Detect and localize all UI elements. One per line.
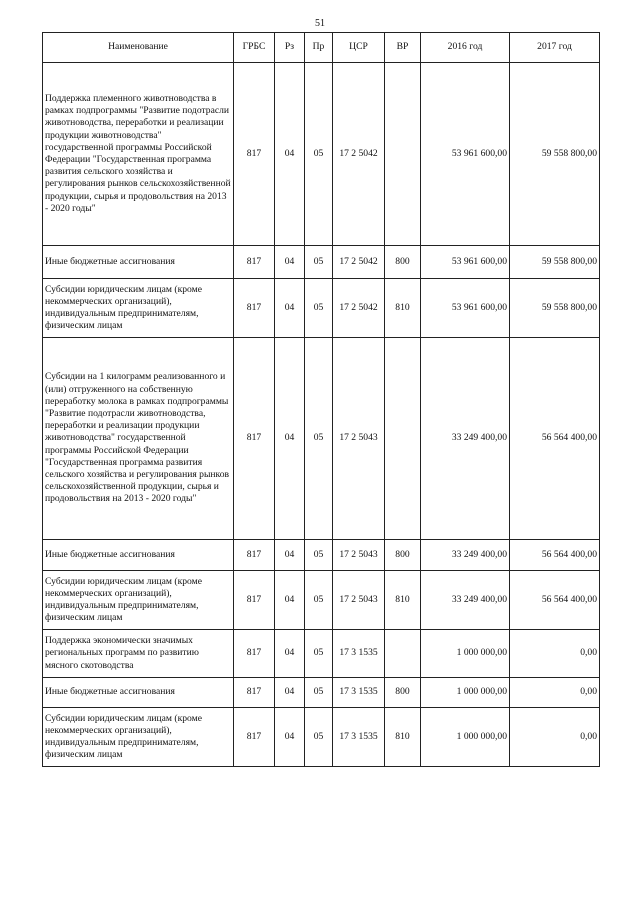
row-2016: 33 249 400,00: [421, 540, 510, 571]
row-csr: 17 3 1535: [333, 678, 385, 708]
row-grbs: 817: [234, 708, 275, 767]
row-pr: 05: [305, 571, 333, 630]
header-name: Наименование: [43, 33, 234, 63]
row-vr: 800: [385, 678, 421, 708]
table-row: [43, 338, 600, 540]
row-vr: 810: [385, 708, 421, 767]
header-2017: 2017 год: [510, 33, 600, 63]
row-2017: 0,00: [510, 630, 600, 678]
row-2017: 0,00: [510, 678, 600, 708]
row-rz: 04: [275, 571, 305, 630]
table-row: [43, 279, 600, 338]
table-header-row: [43, 33, 600, 63]
row-2017: 0,00: [510, 708, 600, 767]
row-csr: 17 2 5043: [333, 540, 385, 571]
row-name: Иные бюджетные ассигнования: [43, 540, 234, 571]
row-pr: 05: [305, 540, 333, 571]
row-name: Иные бюджетные ассигнования: [43, 246, 234, 279]
row-pr: 05: [305, 63, 333, 246]
row-rz: 04: [275, 279, 305, 338]
row-2016: 1 000 000,00: [421, 708, 510, 767]
row-grbs: 817: [234, 540, 275, 571]
row-vr: 810: [385, 571, 421, 630]
row-name: Субсидии юридическим лицам (кроме некоммерческих организаций), индивидуальным предпринимателям, физическим лицам: [43, 571, 234, 630]
header-csr: ЦСР: [333, 33, 385, 63]
row-csr: 17 3 1535: [333, 708, 385, 767]
row-2017: 59 558 800,00: [510, 246, 600, 279]
row-pr: 05: [305, 630, 333, 678]
row-rz: 04: [275, 246, 305, 279]
row-pr: 05: [305, 246, 333, 279]
row-grbs: 817: [234, 571, 275, 630]
row-csr: 17 2 5042: [333, 279, 385, 338]
row-vr: [385, 338, 421, 540]
row-rz: 04: [275, 678, 305, 708]
header-2016: 2016 год: [421, 33, 510, 63]
row-2016: 33 249 400,00: [421, 571, 510, 630]
row-grbs: 817: [234, 678, 275, 708]
header-grbs: ГРБС: [234, 33, 275, 63]
row-grbs: 817: [234, 338, 275, 540]
page-number: 51: [315, 18, 325, 29]
header-rz: Рз: [275, 33, 305, 63]
row-name: Субсидии юридическим лицам (кроме некоммерческих организаций), индивидуальным предпринимателям, физическим лицам: [43, 279, 234, 338]
row-vr: 800: [385, 246, 421, 279]
row-csr: 17 2 5043: [333, 338, 385, 540]
row-2017: 56 564 400,00: [510, 571, 600, 630]
row-pr: 05: [305, 678, 333, 708]
table-row: [43, 246, 600, 279]
row-name: Поддержка племенного животноводства в рамках подпрограммы "Развитие подотрасли животноводства, переработки и реализации продукции животноводства" государственной программы Российской Федерации "Государственная программа развития сельского хозяйства и регулирования рынков сельскохозяйственной продукции, сырья и продовольствия на 2013 - 2020 годы": [43, 63, 234, 246]
row-vr: [385, 630, 421, 678]
row-name: Субсидии юридическим лицам (кроме некоммерческих организаций), индивидуальным предпринимателям, физическим лицам: [43, 708, 234, 767]
table-row: [43, 678, 600, 708]
row-grbs: 817: [234, 63, 275, 246]
row-name: Субсидии на 1 килограмм реализованного и (или) отгруженного на собственную переработку молока в рамках подпрограммы "Развитие подотрасли животноводства, переработки и реализации продукции животноводства" государственной программы Российской Федерации "Государственная программа развития сельского хозяйства и регулирования рынков сельскохозяйственной продукции, сырья и продовольствия на 2013 - 2020 годы": [43, 338, 234, 540]
row-2017: 59 558 800,00: [510, 279, 600, 338]
row-csr: 17 2 5042: [333, 246, 385, 279]
row-csr: 17 2 5043: [333, 571, 385, 630]
row-grbs: 817: [234, 246, 275, 279]
row-vr: 810: [385, 279, 421, 338]
table-row: [43, 63, 600, 246]
row-grbs: 817: [234, 630, 275, 678]
row-2016: 53 961 600,00: [421, 279, 510, 338]
header-pr: Пр: [305, 33, 333, 63]
row-name: Поддержка экономически значимых региональных программ по развитию мясного скотоводства: [43, 630, 234, 678]
row-2016: 1 000 000,00: [421, 678, 510, 708]
table-row: [43, 630, 600, 678]
row-pr: 05: [305, 279, 333, 338]
row-2016: 53 961 600,00: [421, 63, 510, 246]
row-rz: 04: [275, 540, 305, 571]
row-rz: 04: [275, 630, 305, 678]
row-csr: 17 3 1535: [333, 630, 385, 678]
row-2016: 33 249 400,00: [421, 338, 510, 540]
row-2016: 1 000 000,00: [421, 630, 510, 678]
row-2016: 53 961 600,00: [421, 246, 510, 279]
row-rz: 04: [275, 63, 305, 246]
row-pr: 05: [305, 338, 333, 540]
table-row: [43, 540, 600, 571]
row-2017: 59 558 800,00: [510, 63, 600, 246]
row-name: Иные бюджетные ассигнования: [43, 678, 234, 708]
table-row: [43, 571, 600, 630]
row-pr: 05: [305, 708, 333, 767]
row-vr: 800: [385, 540, 421, 571]
table-row: [43, 708, 600, 767]
row-rz: 04: [275, 338, 305, 540]
budget-table: [42, 32, 600, 767]
header-vr: ВР: [385, 33, 421, 63]
row-grbs: 817: [234, 279, 275, 338]
row-2017: 56 564 400,00: [510, 540, 600, 571]
row-rz: 04: [275, 708, 305, 767]
row-2017: 56 564 400,00: [510, 338, 600, 540]
row-vr: [385, 63, 421, 246]
row-csr: 17 2 5042: [333, 63, 385, 246]
